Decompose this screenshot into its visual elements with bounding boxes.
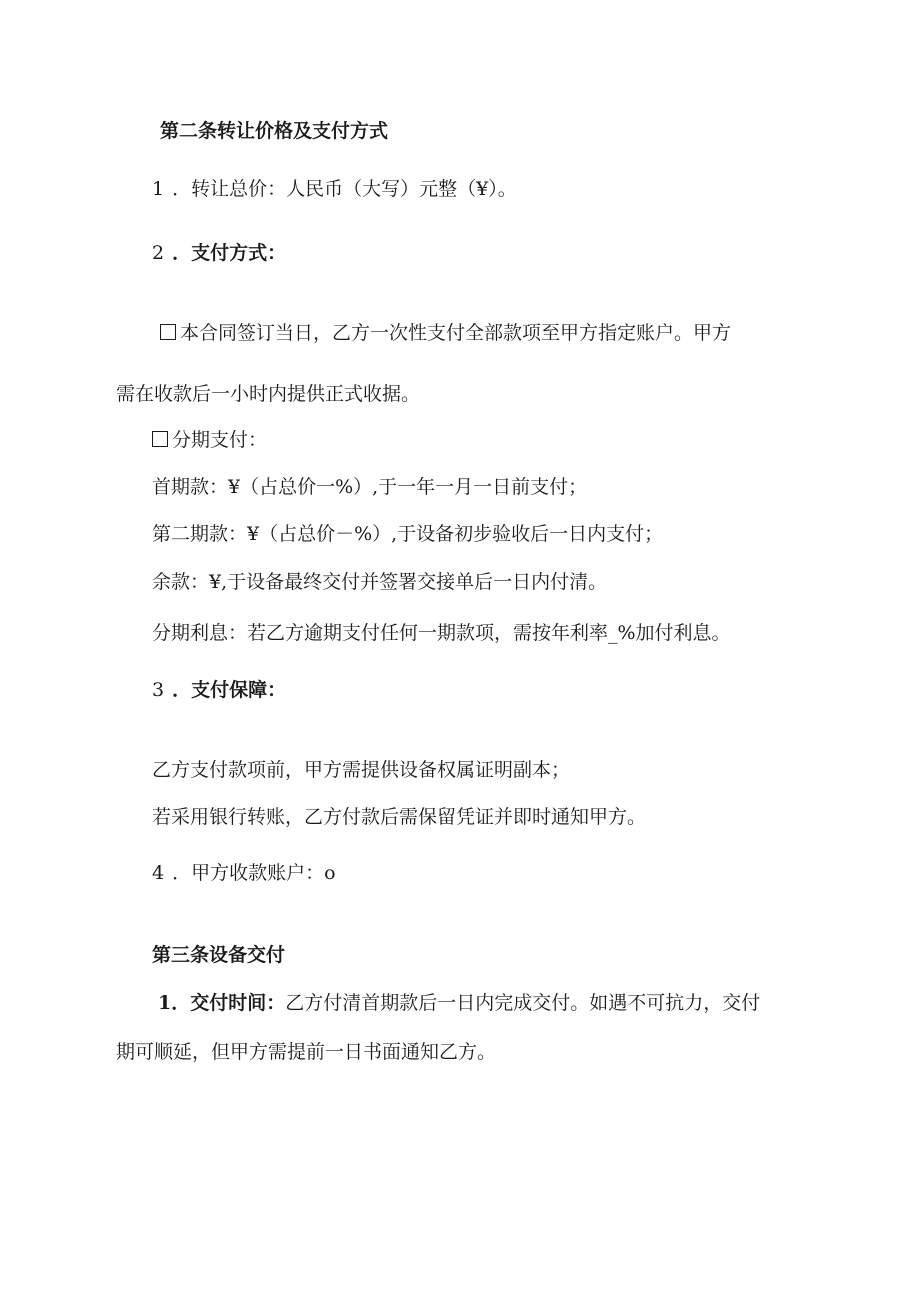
clause-label: 1．交付时间： <box>158 992 286 1014</box>
clause-2-4 <box>152 861 336 885</box>
installment-second: 第二期款：¥（占总价－%）,于设备初步验收后一日内支付； <box>152 523 664 545</box>
guarantee-1: 乙方支付款项前，甲方需提供设备权属证明副本； <box>152 759 571 781</box>
checkbox-lump-sum[interactable] <box>160 324 176 340</box>
clause-number: 2 <box>152 242 167 264</box>
option-installment <box>152 428 267 452</box>
clause-text: ．甲方收款账户：o <box>172 862 336 884</box>
option-installment-label: 分期支付： <box>172 429 268 451</box>
clause-text: ．支付方式： <box>172 242 287 264</box>
clause-2-2 <box>152 241 286 265</box>
clause-text: ．支付保障： <box>172 679 287 701</box>
clause-number: 1 <box>152 178 167 200</box>
clause-2-3 <box>152 678 286 702</box>
option-lump-sum-line1: 本合同签订当日，乙方一次性支付全部款项至甲方指定账户。甲方 <box>180 322 732 344</box>
installment-interest: 分期利息：若乙方逾期支付任何一期款项，需按年利率_%加付利息。 <box>152 622 731 644</box>
clause-text: ．转让总价：人民币（大写）元整（¥）。 <box>172 178 517 200</box>
clause-2-1 <box>152 177 517 201</box>
clause-number: 3 <box>152 679 167 701</box>
option-lump-sum-line2: 需在收款后一小时内提供正式收据。 <box>116 383 421 405</box>
guarantee-2: 若采用银行转账，乙方付款后需保留凭证并即时通知甲方。 <box>152 806 647 828</box>
clause-3-1-line2: 期可顺延，但甲方需提前一日书面通知乙方。 <box>116 1041 497 1063</box>
installment-first: 首期款：¥（占总价一%）,于一年一月一日前支付； <box>152 476 588 498</box>
option-lump-sum <box>160 321 731 345</box>
clause-number: 4 <box>152 862 167 884</box>
article-3-heading: 第三条设备交付 <box>152 944 286 966</box>
clause-text: 乙方付清首期款后一日内完成交付。如遇不可抗力，交付 <box>285 992 761 1014</box>
installment-balance: 余款：¥,于设备最终交付并签署交接单后一日内付清。 <box>152 571 608 593</box>
clause-3-1 <box>158 991 760 1015</box>
article-2-heading: 第二条转让价格及支付方式 <box>160 120 389 142</box>
checkbox-installment[interactable] <box>152 431 168 447</box>
